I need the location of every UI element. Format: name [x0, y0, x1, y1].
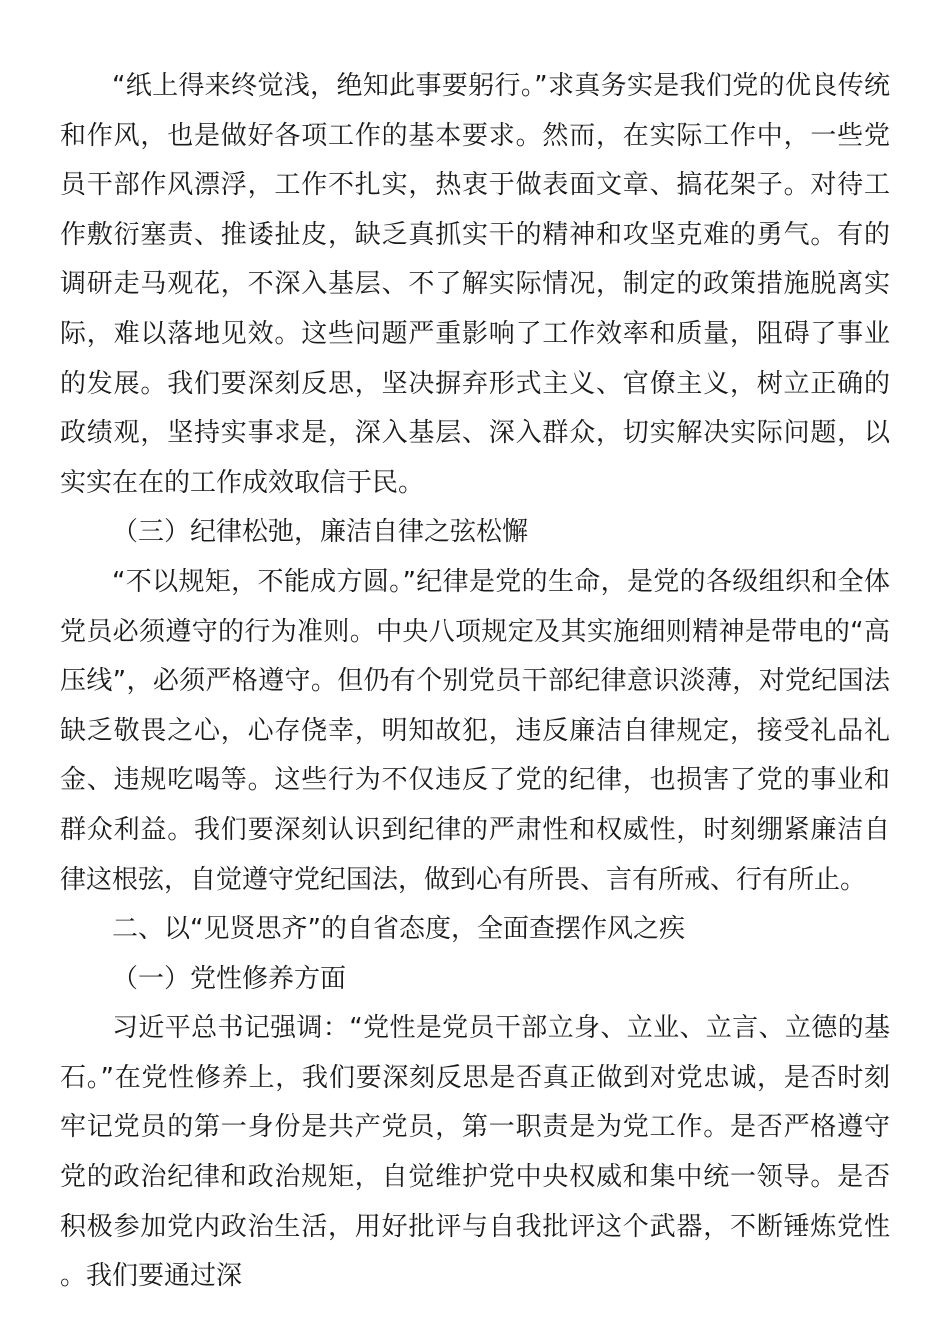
document-page	[60, 62, 890, 1302]
section-heading: （三）纪律松弛，廉洁自律之弦松懈	[112, 517, 529, 548]
section-heading: （一）党性修养方面	[112, 963, 347, 994]
chapter-heading: 二、以“见贤思齐”的自省态度，全面查摆作风之疾	[112, 914, 685, 945]
body-paragraph: “纸上得来终觉浅，绝知此事要躬行。”求真务实是我们党的优良传统和作风，也是做好各项工作的基本要求。然而，在实际工作中，一些党员干部作风漂浮，工作不扎实，热衷于做表面文章、搞花架子。对待工作敷衍塞责、推诿扯皮，缺乏真抓实干的精神和攻坚克难的勇气。有的调研走马观花，不深入基层、不了解实际情况，制定的政策措施脱离实际，难以落地见效。这些问题严重影响了工作效率和质量，阻碍了事业的发展。我们要深刻反思，坚决摒弃形式主义、官僚主义，树立正确的政绩观，坚持实事求是，深入基层、深入群众，切实解决实际问题，以实实在在的工作成效取信于民。	[60, 71, 890, 498]
body-paragraph: 习近平总书记强调：“党性是党员干部立身、立业、立言、立德的基石。”在党性修养上，我们要深刻反思是否真正做到对党忠诚，是否时刻牢记党员的第一身份是共产党员，第一职责是为党工作。是否严格遵守党的政治纪律和政治规矩，自觉维护党中央权威和集中统一领导。是否积极参加党内政治生活，用好批评与自我批评这个武器，不断锤炼党性。我们要通过深	[60, 1013, 890, 1292]
body-paragraph: “不以规矩，不能成方圆。”纪律是党的生命，是党的各级组织和全体党员必须遵守的行为准则。中央八项规定及其实施细则精神是带电的“高压线”，必须严格遵守。但仍有个别党员干部纪律意识淡薄，对党纪国法缺乏敬畏之心，心存侥幸，明知故犯，违反廉洁自律规定，接受礼品礼金、违规吃喝等。这些行为不仅违反了党的纪律，也损害了党的事业和群众利益。我们要深刻认识到纪律的严肃性和权威性，时刻绷紧廉洁自律这根弦，自觉遵守党纪国法，做到心有所畏、言有所戒、行有所止。	[60, 566, 890, 895]
